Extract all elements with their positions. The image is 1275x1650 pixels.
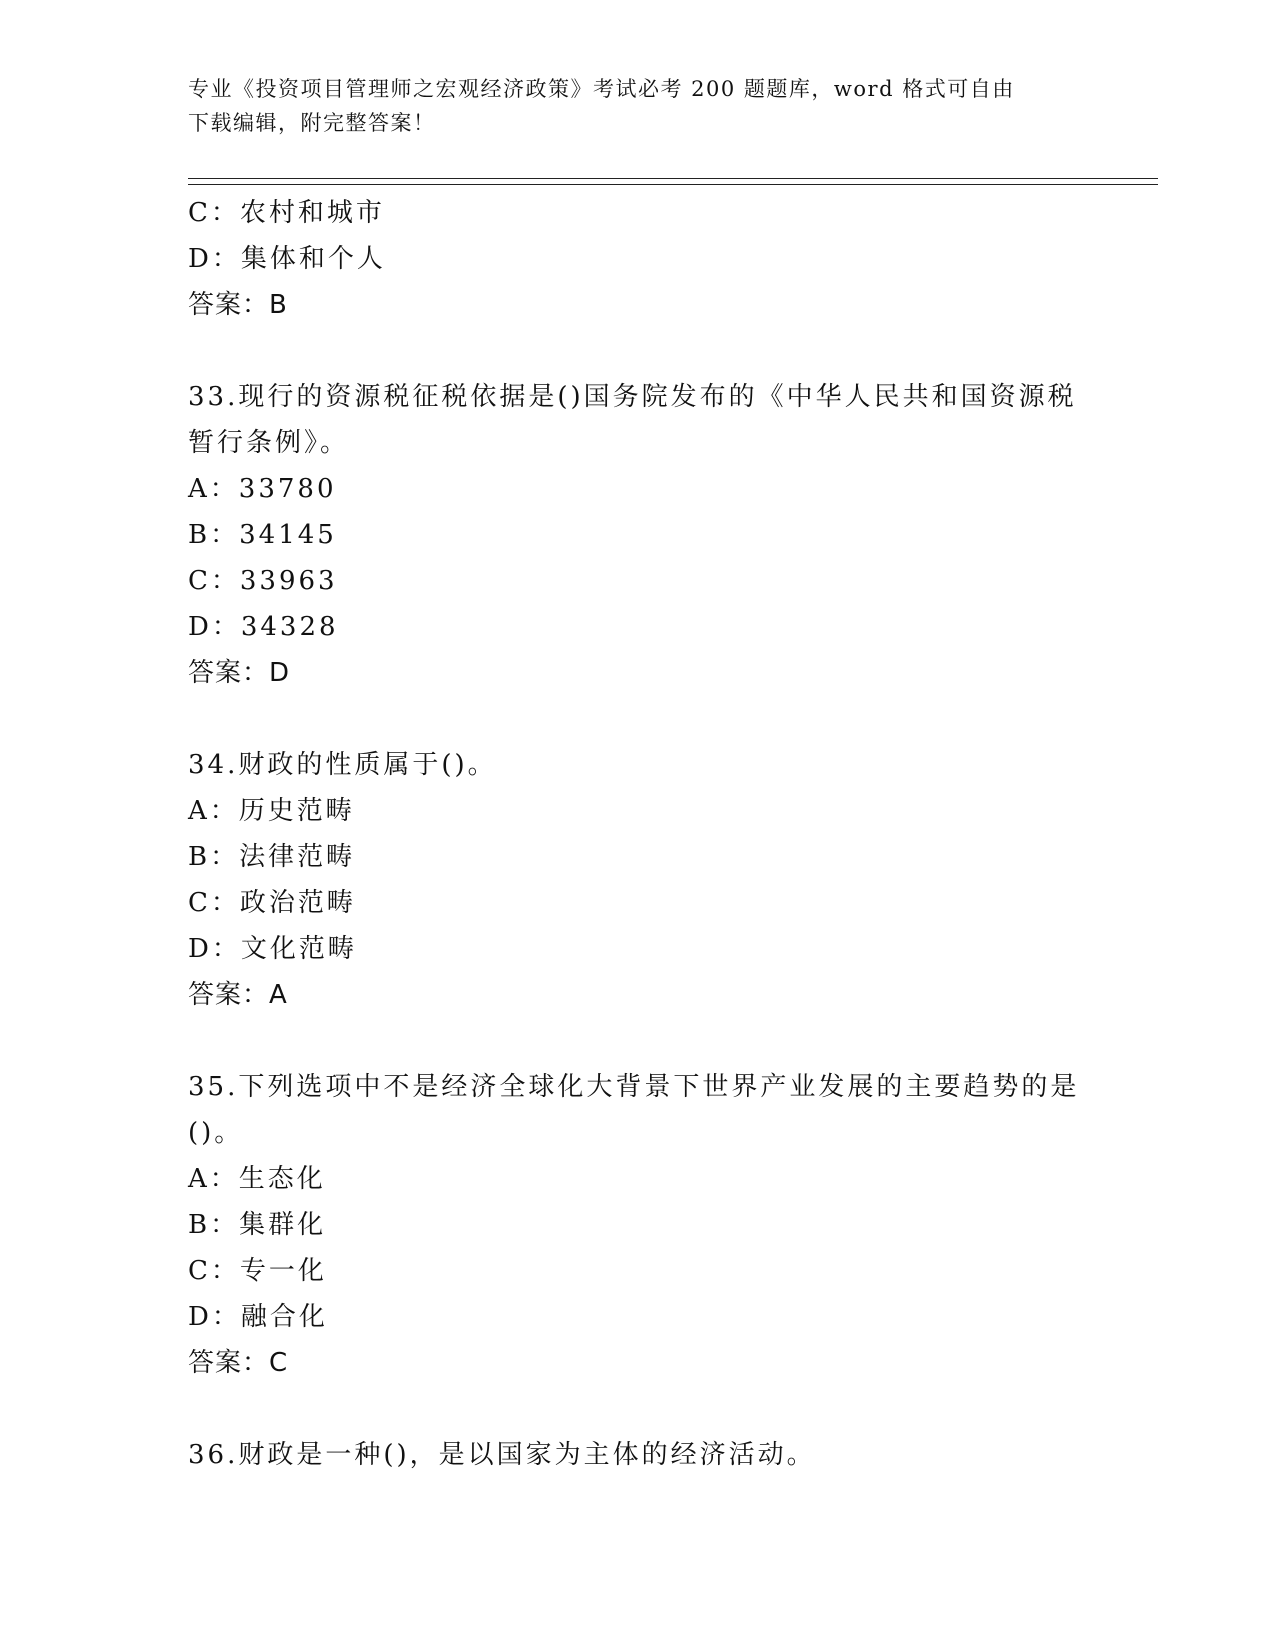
option-d: D：文化范畴 bbox=[188, 934, 357, 964]
question-text: 34.财政的性质属于()。 bbox=[188, 750, 497, 780]
answer: 答案：C bbox=[188, 1348, 289, 1378]
header-divider-bottom bbox=[188, 184, 1158, 185]
option-c: C：政治范畴 bbox=[188, 888, 356, 918]
question-text: 36.财政是一种()，是以国家为主体的经济活动。 bbox=[188, 1440, 816, 1470]
option-b: B：法律范畴 bbox=[188, 842, 356, 872]
spacer bbox=[188, 1386, 1088, 1432]
header-line-2: 下载编辑，附完整答案！ bbox=[188, 111, 436, 135]
option-a: A：历史范畴 bbox=[188, 796, 355, 826]
option-b: B：34145 bbox=[188, 520, 337, 550]
header-divider-top bbox=[188, 178, 1158, 179]
spacer bbox=[188, 696, 1088, 742]
spacer bbox=[188, 1018, 1088, 1064]
option-c: C：农村和城市 bbox=[188, 198, 385, 228]
question-34 bbox=[188, 742, 1088, 1018]
question-text: 33.现行的资源税征税依据是()国务院发布的《中华人民共和国资源税 bbox=[188, 382, 1077, 412]
question-32-continued bbox=[188, 190, 1088, 328]
option-a: A：33780 bbox=[188, 474, 337, 504]
option-d: D：融合化 bbox=[188, 1302, 328, 1332]
document-body bbox=[188, 190, 1088, 1478]
spacer bbox=[188, 328, 1088, 374]
question-35 bbox=[188, 1064, 1088, 1386]
question-36 bbox=[188, 1432, 1088, 1478]
option-c: C：专一化 bbox=[188, 1256, 327, 1286]
answer: 答案：D bbox=[188, 658, 291, 688]
question-text-cont: ()。 bbox=[188, 1118, 244, 1148]
option-d: D：集体和个人 bbox=[188, 244, 386, 274]
answer: 答案：A bbox=[188, 980, 288, 1010]
document-header bbox=[188, 72, 1088, 140]
option-a: A：生态化 bbox=[188, 1164, 326, 1194]
answer: 答案：B bbox=[188, 290, 288, 320]
question-text-cont: 暂行条例》。 bbox=[188, 428, 350, 458]
header-line-1: 专业《投资项目管理师之宏观经济政策》考试必考 200 题题库，word 格式可自由 bbox=[188, 77, 1015, 101]
question-text: 35.下列选项中不是经济全球化大背景下世界产业发展的主要趋势的是 bbox=[188, 1072, 1080, 1102]
option-b: B：集群化 bbox=[188, 1210, 327, 1240]
question-33 bbox=[188, 374, 1088, 696]
option-c: C：33963 bbox=[188, 566, 338, 596]
option-d: D：34328 bbox=[188, 612, 339, 642]
